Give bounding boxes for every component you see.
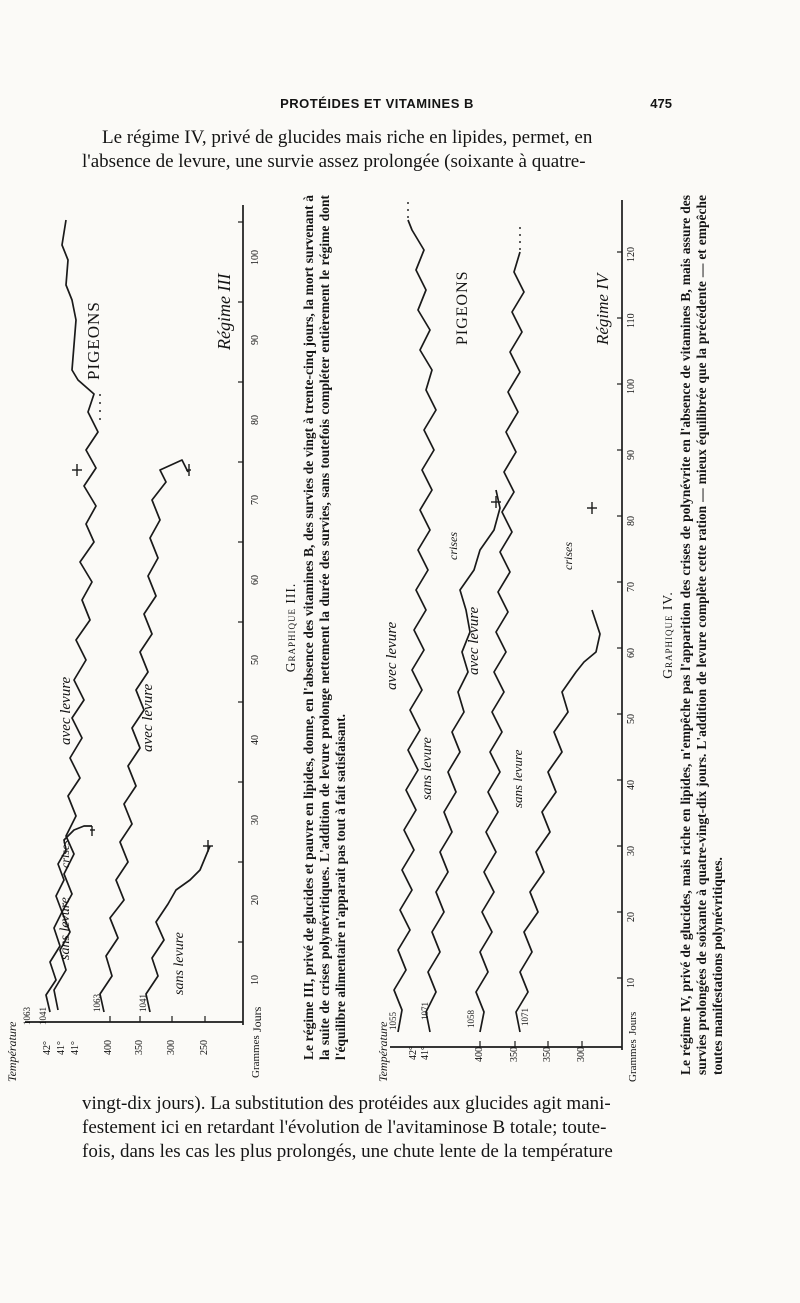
graph-4-days-label: Jours xyxy=(627,1011,639,1035)
graph-4-weight-label: 1071 xyxy=(520,1008,530,1026)
graph-4-day-tick: 10 xyxy=(626,978,637,988)
graph-3-caption-title: Graphique III. xyxy=(283,582,298,673)
graph-3-gram-tick: 350 xyxy=(134,1040,145,1055)
graph-4-day-tick: 80 xyxy=(626,516,637,526)
graph-4-gram-tick: 400 xyxy=(474,1047,485,1062)
graph-3-gram-tick: 400 xyxy=(103,1040,114,1055)
graph-3-temp-tick: 42° xyxy=(42,1041,53,1055)
graph-4-caption-title: Graphique IV. xyxy=(660,591,675,679)
graph-3-days-label: Jours xyxy=(250,1006,264,1032)
graph-3-weight-label: 1041 xyxy=(38,1007,48,1025)
graph-3-label-avec-levure-top: avec levure xyxy=(58,676,74,745)
graph-3-day-tick: 10 xyxy=(250,975,261,985)
graph-4-day-tick: 110 xyxy=(626,313,637,328)
graph-3-gram-tick: 250 xyxy=(199,1040,210,1055)
graph-4-weight-label: 1071 xyxy=(420,1002,430,1020)
graph-4-temp-tick: 42° xyxy=(408,1046,419,1060)
graph-3-gram-tick: 300 xyxy=(166,1040,177,1055)
graph-4-regime-label: Régime IV xyxy=(593,273,612,345)
graph-3-day-tick: 90 xyxy=(250,335,261,345)
graph-4-day-tick: 30 xyxy=(626,846,637,856)
graph-3-label-sans-levure-top: sans levure xyxy=(58,897,73,960)
graph-4-label-avec-levure-mid: avec levure xyxy=(466,606,482,675)
graph-3-weight-label: 1063 xyxy=(22,1007,32,1025)
graph-3-day-tick: 80 xyxy=(250,415,261,425)
graph-4-day-tick: 60 xyxy=(626,648,637,658)
graph-3-label-sans-levure-bottom: sans levure xyxy=(172,932,187,995)
graph-4-grams-label: Grammes xyxy=(627,1039,639,1082)
graph-4-species-label: PIGEONS xyxy=(454,270,471,345)
graph-3-day-tick: 30 xyxy=(250,815,261,825)
graph-4-label-crises-2: crises xyxy=(561,542,575,570)
graph-4-label-sans-levure-top: sans levure xyxy=(420,737,435,800)
paragraph-bottom-line: festement ici en retardant l'évolution de l'avitaminose B totale; toute- xyxy=(82,1117,607,1138)
graph-4-caption xyxy=(660,195,726,1075)
graph-3-day-tick: 70 xyxy=(250,495,261,505)
graph-3-regime-label: Régime III xyxy=(214,273,234,350)
graph-3-grams-label: Grammes xyxy=(250,1035,262,1078)
paragraph-bottom-line: fois, dans les cas les plus prolongés, une chute lente de la température xyxy=(82,1141,613,1162)
graph-4-temp-label: Température xyxy=(376,1021,390,1082)
graph-3-temp-tick: 41° xyxy=(56,1041,67,1055)
graph-4-day-tick: 90 xyxy=(626,450,637,460)
graph-4-day-tick: 20 xyxy=(626,912,637,922)
paragraph-top-line: l'absence de levure, une survie assez prolongée (soixante à quatre- xyxy=(82,151,586,172)
paragraph-bottom xyxy=(82,1092,672,1164)
graph-4-label-sans-levure-bottom: sans levure xyxy=(510,749,525,808)
graph-3-day-tick: 60 xyxy=(250,575,261,585)
graph-3-species-label: PIGEONS xyxy=(84,301,103,380)
running-head-title: PROTÉIDES ET VITAMINES B xyxy=(280,96,474,111)
graph-4-day-tick: 120 xyxy=(626,247,637,262)
graph-3-day-tick: 20 xyxy=(250,895,261,905)
graph-3-label-avec-levure-mid: avec levure xyxy=(140,683,156,752)
graph-3-temp-label: Température xyxy=(5,1021,19,1082)
graph-4-temp-tick: 41° xyxy=(420,1046,431,1060)
graph-3-weight-label: 1063 xyxy=(92,994,102,1012)
graph-4-day-tick: 40 xyxy=(626,780,637,790)
paragraph-bottom-line: vingt-dix jours). La substitution des protéides aux glucides agit mani- xyxy=(82,1093,611,1114)
graph-3-caption-text: Le régime III, privé de glucides et pauvre en lipides, donne, en l'absence des vitamines B, des survies de vingt à trente-cinq jours, la mort survenant à la suite de crises polynévritiques. L'addition de levure prolonge nettement la durée des survies, sans toutefois compléter entièrement le régime dont l'équilibre alimentaire n'apparait pas tout à fait satisfaisant. xyxy=(301,195,348,1060)
graph-4-day-tick: 70 xyxy=(626,582,637,592)
graph-4-gram-tick: 350 xyxy=(509,1047,520,1062)
graph-3-day-tick: 50 xyxy=(250,655,261,665)
graph-4-day-tick: 50 xyxy=(626,714,637,724)
graph-4-caption-text: Le régime IV, privé de glucides, mais riche en lipides, n'empêche pas l'apparition des crises de polynévrite en l'absence de vitamines B, mais assure des survies prolongées de soixante à quatre-vingt-dix jours. L'addition de levure complète cette ration — mieux équilibrée que la précédente — et empêche toutes manifestations polynévritiques. xyxy=(678,195,725,1075)
graph-3-label-crises: crises xyxy=(58,840,72,868)
graph-4-weight-label: 1055 xyxy=(388,1012,398,1030)
graph-4-label-crises-1: crises xyxy=(446,532,460,560)
graph-3-day-tick: 100 xyxy=(250,250,261,265)
graph-3-temp-tick: 41° xyxy=(70,1041,81,1055)
graph-4-label-avec-levure-top: avec levure xyxy=(384,621,400,690)
graph-4-gram-tick: 350 xyxy=(542,1047,553,1062)
graph-3-weight-label: 1041 xyxy=(138,994,148,1012)
paragraph-top-line: Le régime IV, privé de glucides mais riche en lipides, permet, en xyxy=(102,127,593,148)
graph-3-day-tick: 40 xyxy=(250,735,261,745)
graph-4-weight-label: 1058 xyxy=(466,1010,476,1028)
graph-4-gram-tick: 300 xyxy=(576,1047,587,1062)
page-number: 475 xyxy=(650,96,672,111)
graph-4-day-tick: 100 xyxy=(626,379,637,394)
